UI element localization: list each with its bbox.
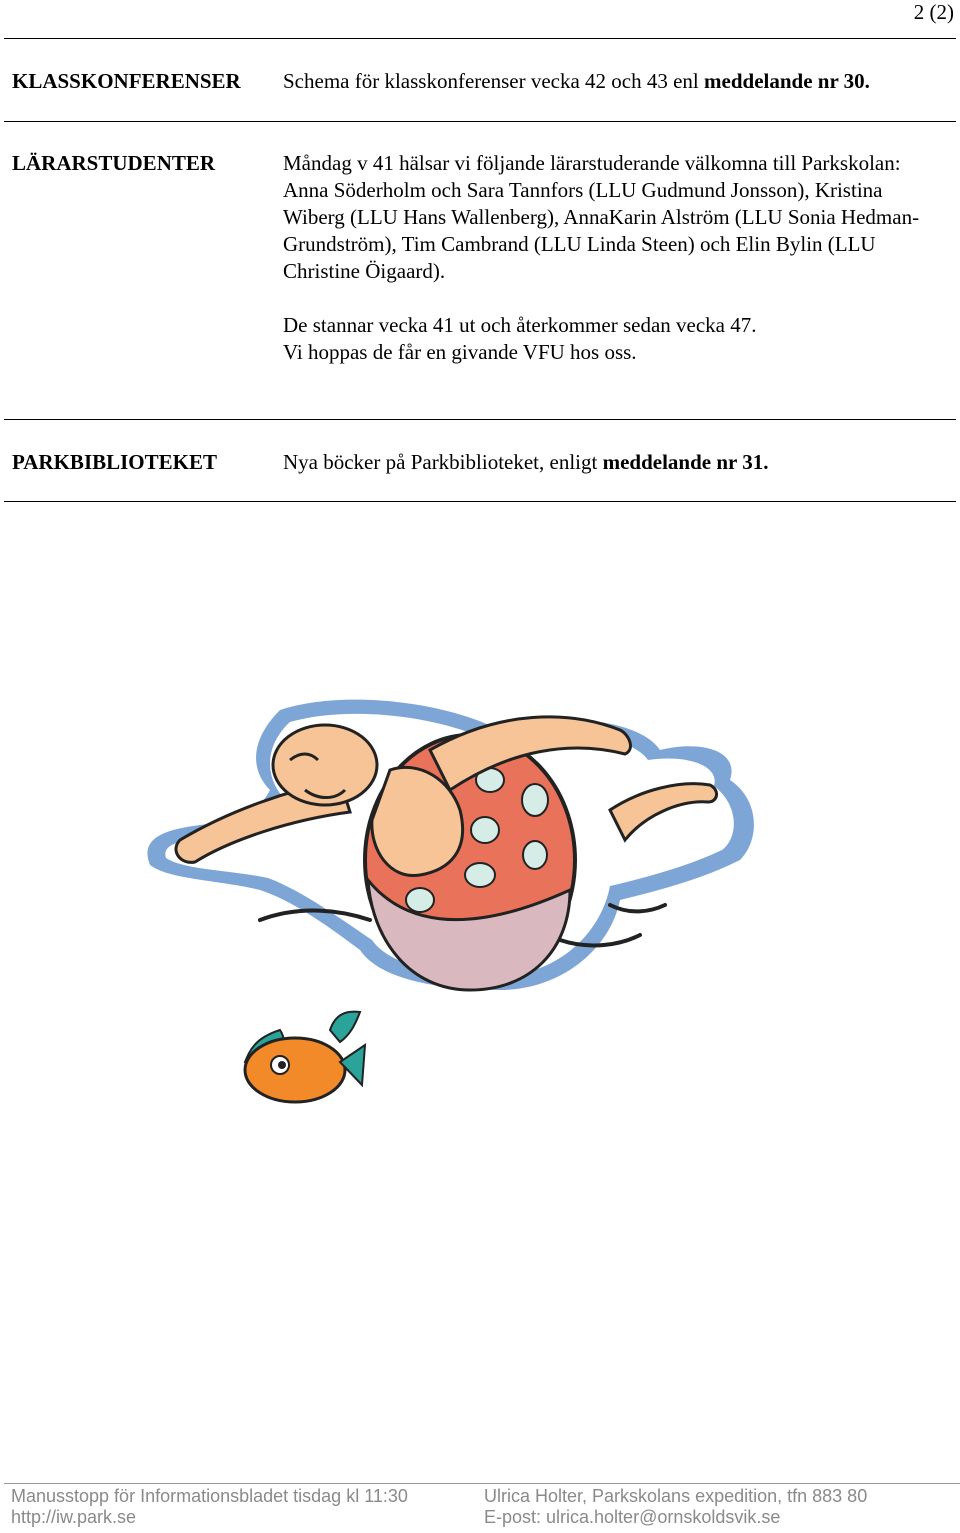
- paragraph: Anna Söderholm och Sara Tannfors (LLU Gudmund Jonsson), Kristina Wiberg (LLU Hans Wallenberg), AnnaKarin Alström (LLU Sonia Hedman-Grundström), Tim Cambrand (LLU Linda Steen) och Elin Bylin (LLU Christine Öigaard).: [283, 178, 920, 283]
- paragraph: Måndag v 41 hälsar vi följande lärarstuderande välkomna till Parkskolan:: [283, 151, 901, 175]
- section-label: LÄRARSTUDENTER: [12, 151, 216, 175]
- divider: [4, 38, 956, 39]
- footer-deadline: Manusstopp för Informationsbladet tisdag kl 11:30: [11, 1486, 408, 1506]
- page-number: 2 (2): [913, 0, 954, 24]
- swimmer-head: [273, 725, 377, 805]
- divider: [4, 419, 956, 420]
- section-content: [283, 150, 943, 366]
- footer-url[interactable]: http://iw.park.se: [11, 1507, 137, 1527]
- paragraph: Vi hoppas de får en givande VFU hos oss.: [283, 340, 637, 364]
- paragraph: De stannar vecka 41 ut och återkommer sedan vecka 47.: [283, 313, 757, 337]
- footer-divider: [4, 1483, 960, 1484]
- section-reference: meddelande nr 31.: [602, 450, 769, 474]
- swimmer-illustration: [140, 690, 780, 1130]
- footer-left: [11, 1486, 408, 1528]
- footer-email[interactable]: E-post: ulrica.holter@ornskoldsvik.se: [484, 1507, 781, 1527]
- section-reference: meddelande nr 30.: [704, 69, 870, 93]
- divider: [4, 501, 956, 502]
- fish-icon: [245, 1012, 365, 1102]
- footer-contact: Ulrica Holter, Parkskolans expedition, tfn 883 80: [484, 1486, 868, 1506]
- section-content: [283, 68, 943, 95]
- section-text: Nya böcker på Parkbiblioteket, enligt: [283, 450, 603, 474]
- footer-right: [484, 1486, 867, 1528]
- section-text: Schema för klasskonferenser vecka 42 och 43 enl: [283, 69, 705, 93]
- section-label: PARKBIBLIOTEKET: [12, 450, 217, 474]
- section-content: [283, 449, 943, 476]
- section-label: KLASSKONFERENSER: [12, 69, 241, 93]
- divider: [4, 121, 956, 122]
